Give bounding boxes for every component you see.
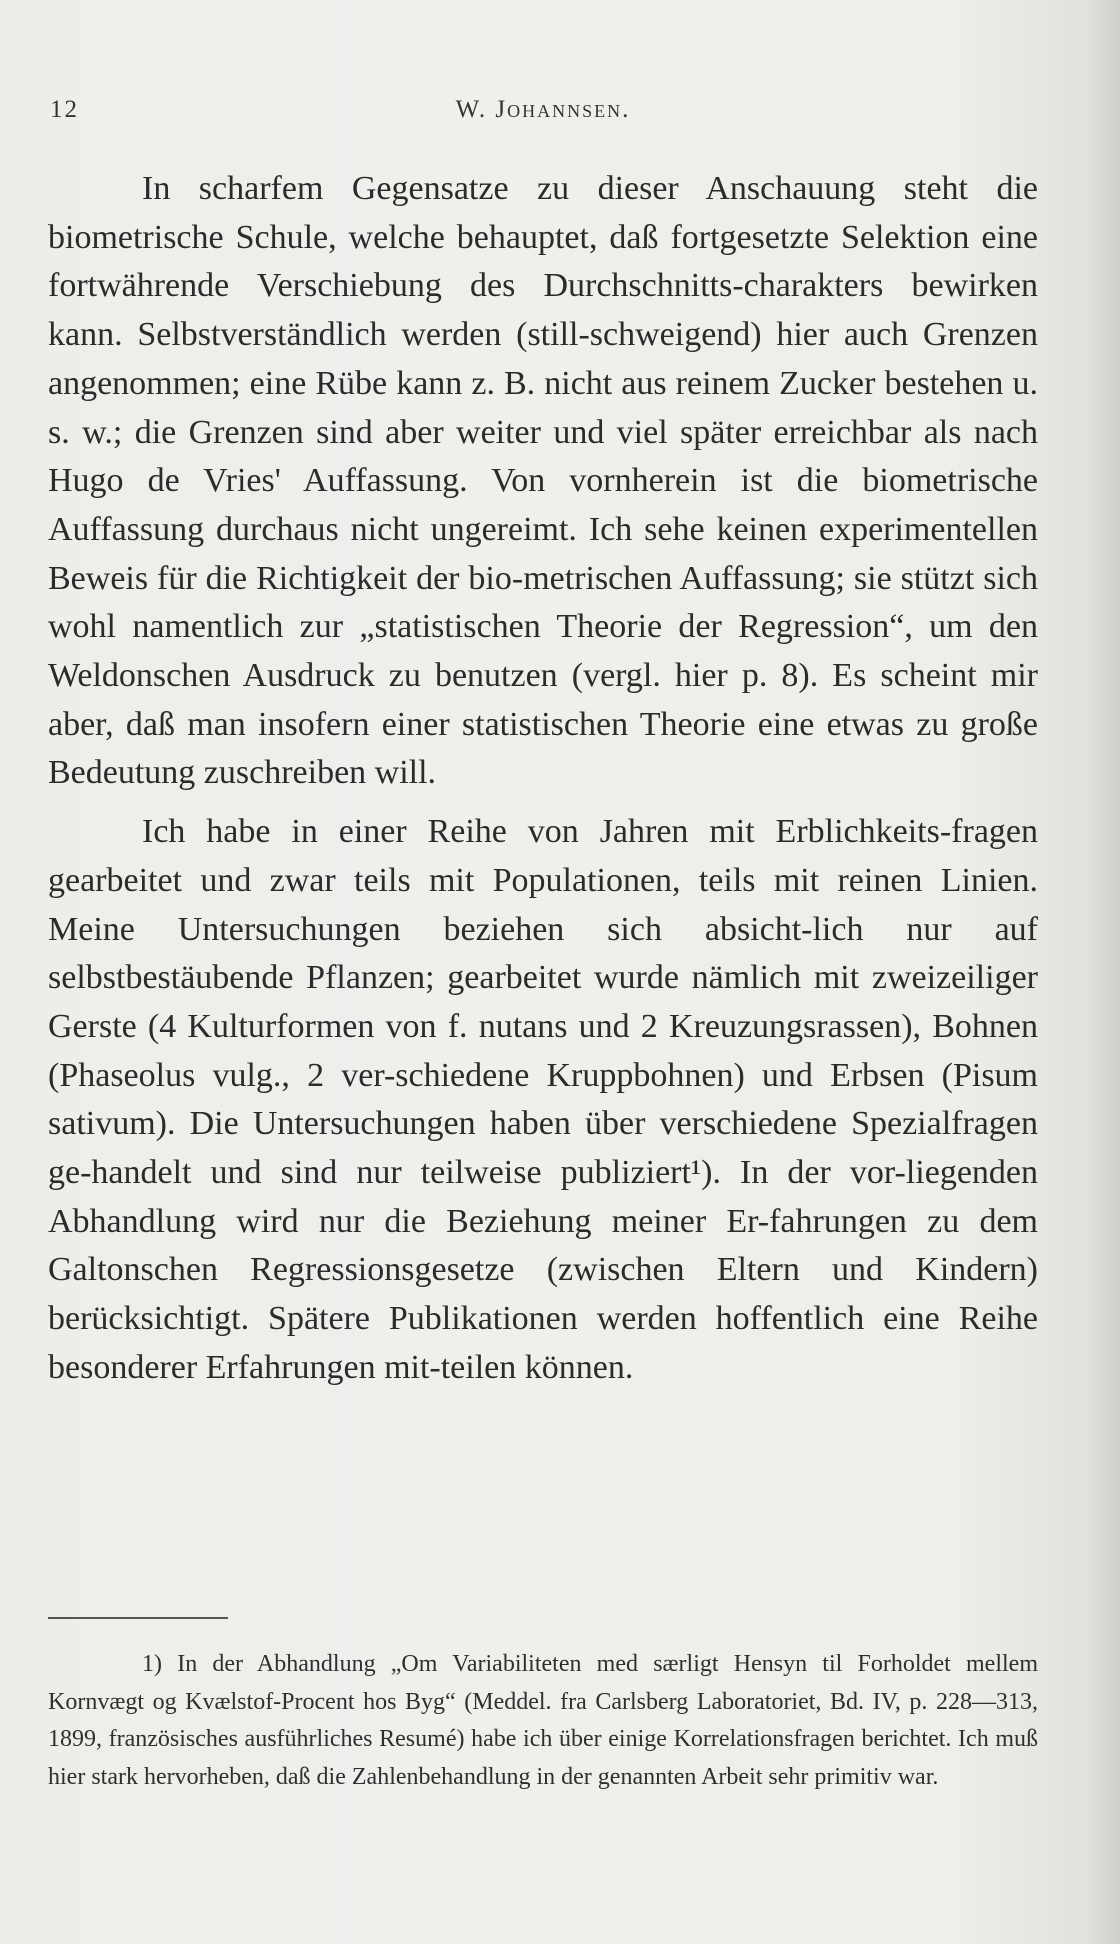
- footnote: 1) In der Abhandlung „Om Variabiliteten med særligt Hensyn til Forholdet mellem Kornvægt og Kvælstof-Procent hos Byg“ (Meddel. fra Carlsberg Laboratoriet, Bd. IV, p. 228—313, 1899, französisches ausführliches Resumé) habe ich über einige Korrelationsfragen berichtet. Ich muß hier stark hervorheben, daß die Zahlenbehandlung in der genannten Arbeit sehr primitiv war.: [48, 1651, 1038, 1790]
- page-header: [48, 96, 1038, 136]
- paragraph-2: Ich habe in einer Reihe von Jahren mit Erblichkeits-fragen gearbeitet und zwar teils mit Populationen, teils mit reinen Linien. Meine Untersuchungen beziehen sich absicht-lich nur auf selbstbestäubende Pflanzen; gearbeitet wurde nämlich mit zweizeiliger Gerste (4 Kulturformen von f. nutans und 2 Kreuzungsrassen), Bohnen (Phaseolus vulg., 2 ver-schiedene Kruppbohnen) und Erbsen (Pisum sativum). Die Untersuchungen haben über verschiedene Spezialfragen ge-handelt und sind nur teilweise publiziert¹). In der vor-liegenden Abhandlung wird nur die Beziehung meiner Er-fahrungen zu dem Galtonschen Regressionsgesetze (zwischen Eltern und Kindern) berücksichtigt. Spätere Publikationen werden hoffentlich eine Reihe besonderer Erfahrungen mit-teilen können.: [48, 813, 1038, 1386]
- body-text: [48, 165, 1038, 1403]
- page-number: 12: [50, 96, 79, 123]
- running-head: W. Johannsen.: [455, 96, 631, 123]
- footnote-divider: [48, 1617, 228, 1619]
- paragraph-1: In scharfem Gegensatze zu dieser Anschauung steht die biometrische Schule, welche behauptet, daß fortgesetzte Selektion eine fortwährende Verschiebung des Durchschnitts-charakters bewirken kann. Selbstverständlich werden (still-schweigend) hier auch Grenzen angenommen; eine Rübe kann z. B. nicht aus reinem Zucker bestehen u. s. w.; die Grenzen sind aber weiter und viel später erreichbar als nach Hugo de Vries' Auffassung. Von vornherein ist die biometrische Auffassung durchaus nicht ungereimt. Ich sehe keinen experimentellen Beweis für die Richtigkeit der bio-metrischen Auffassung; sie stützt sich wohl namentlich zur „statistischen Theorie der Regression“, um den Weldonschen Ausdruck zu benutzen (vergl. hier p. 8). Es scheint mir aber, daß man insofern einer statistischen Theorie eine etwas zu große Bedeutung zuschreiben will.: [48, 170, 1038, 792]
